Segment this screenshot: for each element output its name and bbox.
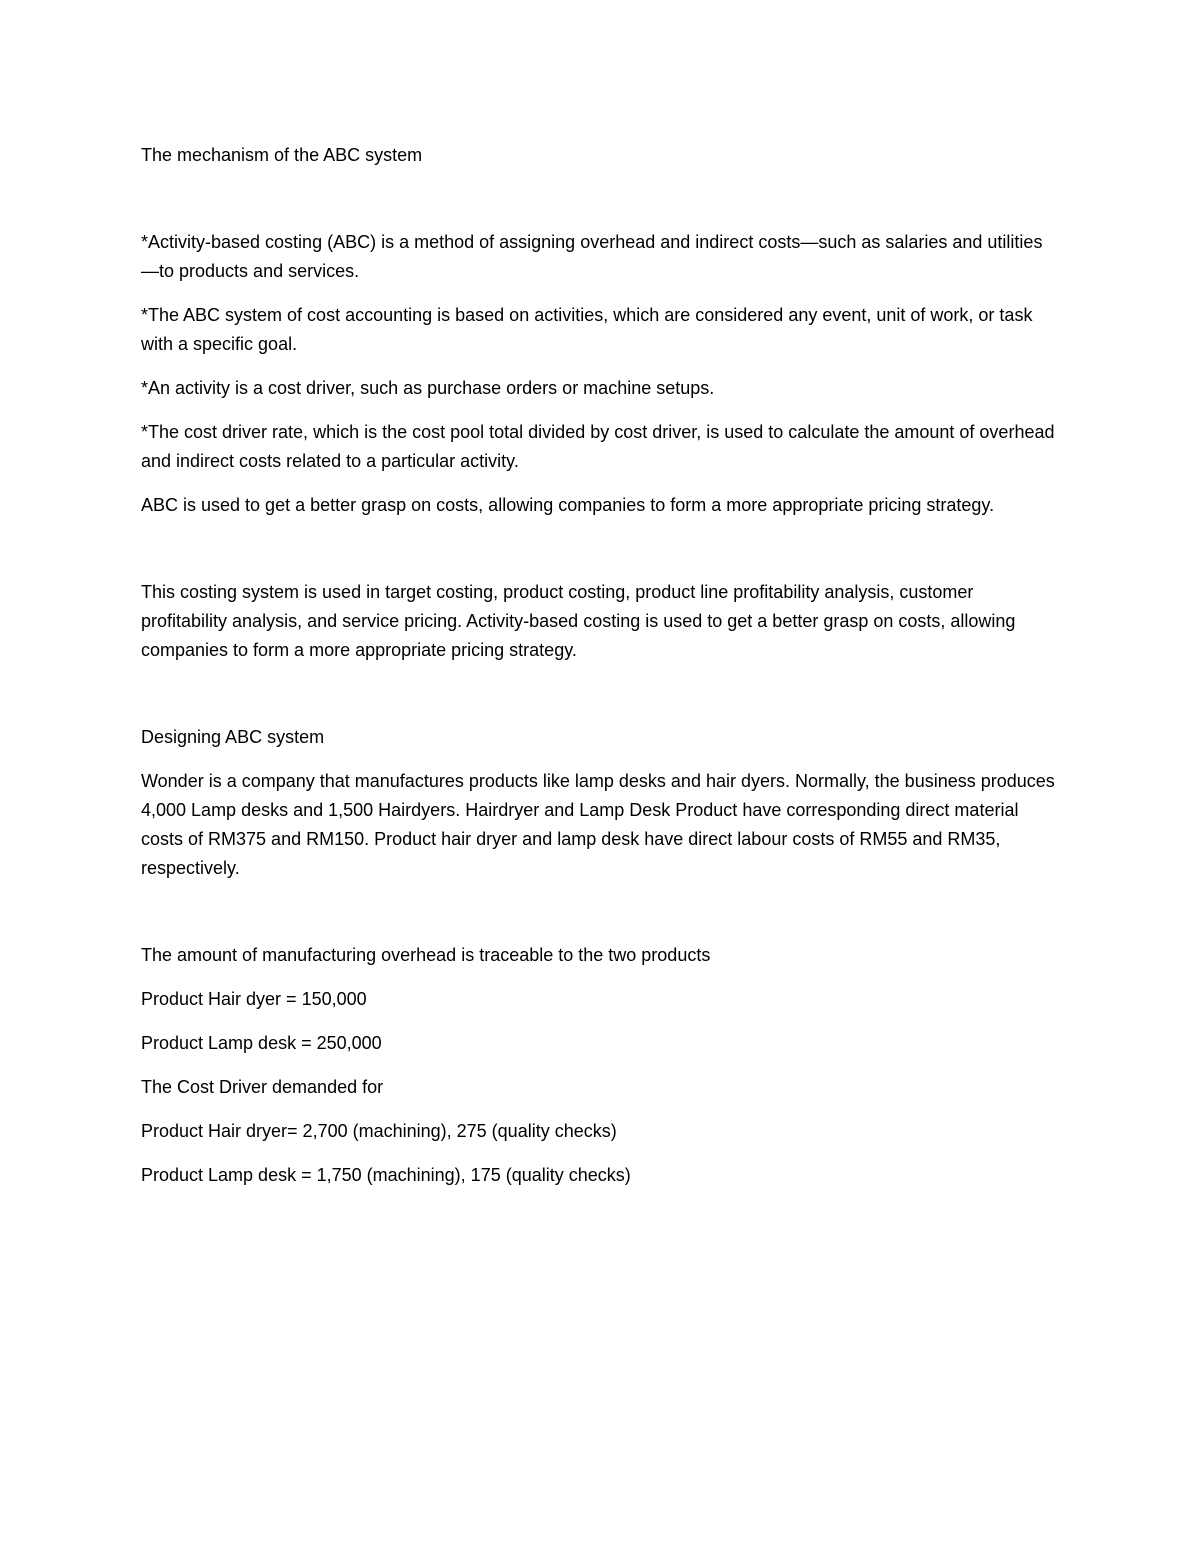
document-body xyxy=(141,141,1059,1205)
bullet-abc-activities: *The ABC system of cost accounting is based on activities, which are considered any event, unit of work, or task with a specific goal. xyxy=(141,305,1033,354)
paragraph-costing-system-usage: This costing system is used in target costing, product costing, product line profitability analysis, customer profitability analysis, and service pricing. Activity-based costing is used to get a better grasp on costs, allowing companies to form a more appropriate pricing strategy. xyxy=(141,582,1016,660)
bullet-cost-driver: *An activity is a cost driver, such as purchase orders or machine setups. xyxy=(141,378,715,398)
cost-driver-intro: The Cost Driver demanded for xyxy=(141,1077,384,1097)
heading-designing: Designing ABC system xyxy=(141,727,325,747)
heading-mechanism: The mechanism of the ABC system xyxy=(141,145,423,165)
driver-lamp-desk: Product Lamp desk = 1,750 (machining), 175 (quality checks) xyxy=(141,1165,631,1185)
bullet-activity-based-costing: *Activity-based costing (ABC) is a method of assigning overhead and indirect costs—such as salaries and utilities—to products and services. xyxy=(141,232,1043,281)
overhead-intro: The amount of manufacturing overhead is traceable to the two products xyxy=(141,945,711,965)
paragraph-abc-usage: ABC is used to get a better grasp on costs, allowing companies to form a more appropriate pricing strategy. xyxy=(141,495,995,515)
bullet-cost-driver-rate: *The cost driver rate, which is the cost pool total divided by cost driver, is used to calculate the amount of overhead and indirect costs related to a particular activity. xyxy=(141,422,1055,471)
overhead-hair-dyer: Product Hair dyer = 150,000 xyxy=(141,989,367,1009)
paragraph-wonder-company: Wonder is a company that manufactures products like lamp desks and hair dyers. Normally, the business produces 4,000 Lamp desks and 1,500 Hairdyers. Hairdryer and Lamp Desk Product have corresponding direct material costs of RM375 and RM150. Product hair dryer and lamp desk have direct labour costs of RM55 and RM35, respectively. xyxy=(141,771,1055,878)
overhead-lamp-desk: Product Lamp desk = 250,000 xyxy=(141,1033,382,1053)
driver-hair-dryer: Product Hair dryer= 2,700 (machining), 275 (quality checks) xyxy=(141,1121,617,1141)
